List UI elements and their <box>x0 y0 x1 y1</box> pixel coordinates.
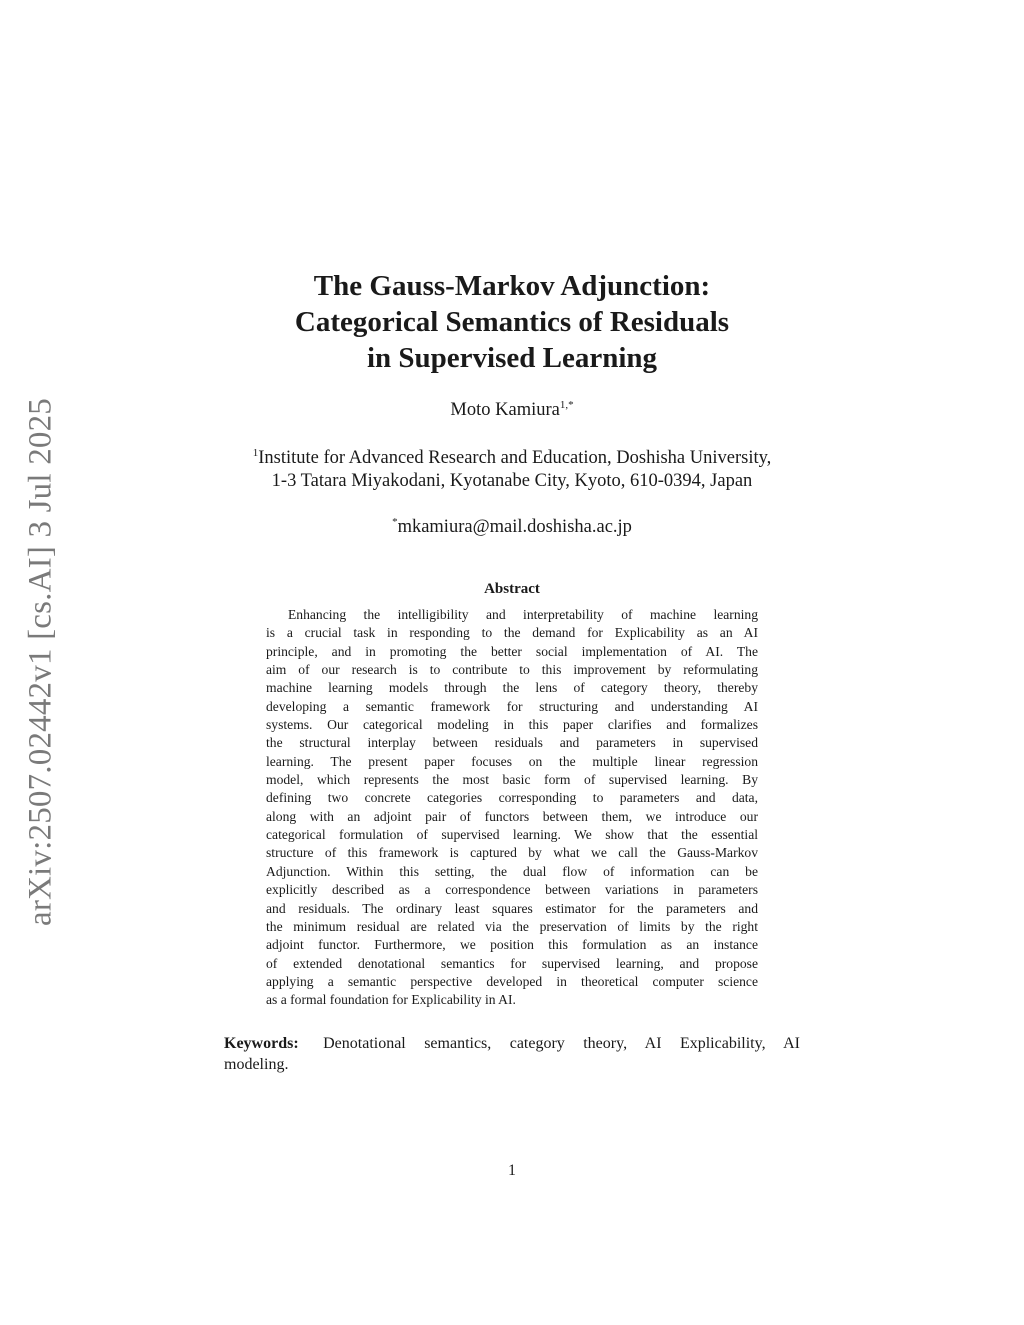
keywords-line <box>224 1033 800 1054</box>
arxiv-identifier-text: arXiv:2507.02442v1 [cs.AI] 3 Jul 2025 <box>22 397 59 927</box>
abstract-line: Enhancing the intelligibility and interpretability of machine learning <box>288 607 758 622</box>
arxiv-identifier-stamp <box>19 391 63 933</box>
abstract-line: developing a semantic framework for structuring and understanding AI <box>266 698 758 714</box>
abstract-line: model, which represents the most basic form of supervised learning. By <box>266 772 758 788</box>
abstract-line: along with an adjoint pair of functors between them, we introduce our <box>266 808 758 824</box>
page-number: 1 <box>508 1162 516 1179</box>
author-affiliation-marks: 1,* <box>559 399 574 411</box>
abstract-body <box>266 606 758 1010</box>
abstract-line: explicitly described as a correspondence between variations in parameters <box>266 882 758 898</box>
title-line: in Supervised Learning <box>366 342 658 374</box>
paper-title <box>200 268 824 376</box>
affiliation-line: $^1$Institute for Advanced Research and Education, Doshisha University, <box>252 447 772 468</box>
abstract-line: applying a semantic perspective developed in theoretical computer science <box>266 973 758 989</box>
abstract-line: Adjunction. Within this setting, the dual flow of information can be <box>266 863 758 879</box>
title-line: Categorical Semantics of Residuals <box>294 306 730 338</box>
abstract-line: is a crucial task in responding to the demand for Explicability as an AI <box>266 625 758 641</box>
keywords-label: Keywords: <box>224 1035 299 1052</box>
abstract-line: systems. Our categorical modeling in this paper clarifies and formalizes <box>266 717 758 733</box>
affiliation-mark: 1 <box>252 447 259 459</box>
affiliation-line: 1-3 Tatara Miyakodani, Kyotanabe City, Kyoto, 610-0394, Japan <box>271 471 753 491</box>
abstract-line: as a formal foundation for Explicability in AI. <box>266 992 516 1008</box>
abstract-line: learning. The present paper focuses on the multiple linear regression <box>266 753 758 769</box>
keywords-block <box>224 1033 800 1075</box>
author-name: Moto Kamiura <box>450 400 560 420</box>
abstract-line: the minimum residual are related via the preservation of limits by the right <box>266 918 758 934</box>
abstract-line: adjoint functor. Furthermore, we position this formulation as an instance <box>266 937 758 953</box>
abstract-heading: Abstract <box>484 581 540 597</box>
corresponding-mark: * <box>392 516 398 528</box>
title-line: The Gauss-Markov Adjunction: <box>313 270 711 302</box>
abstract-line: structure of this framework is captured by what we call the Gauss-Markov <box>266 845 758 861</box>
abstract-line: principle, and in promoting the better social implementation of AI. The <box>266 643 758 659</box>
abstract-line: categorical formulation of supervised learning. We show that the essential <box>266 827 758 843</box>
corresponding-email <box>200 515 824 539</box>
keywords-line: modeling. <box>224 1056 289 1073</box>
abstract-line: the structural interplay between residuals and parameters in supervised <box>266 735 758 751</box>
abstract-line: and residuals. The ordinary least squares estimator for the parameters and <box>266 900 758 916</box>
email-address: mkamiura@mail.doshisha.ac.jp <box>397 517 632 537</box>
author-line <box>200 398 824 422</box>
keywords-text: Denotational semantics, category theory, AI Explicability, AI <box>323 1035 801 1052</box>
abstract-line: machine learning models through the lens of category theory, thereby <box>266 680 758 696</box>
abstract-line: defining two concrete categories corresponding to parameters and data, <box>266 790 758 806</box>
affiliation-block <box>150 447 874 493</box>
abstract-line: of extended denotational semantics for supervised learning, and propose <box>266 955 758 971</box>
abstract-line: aim of our research is to contribute to this improvement by reformulating <box>266 662 758 678</box>
